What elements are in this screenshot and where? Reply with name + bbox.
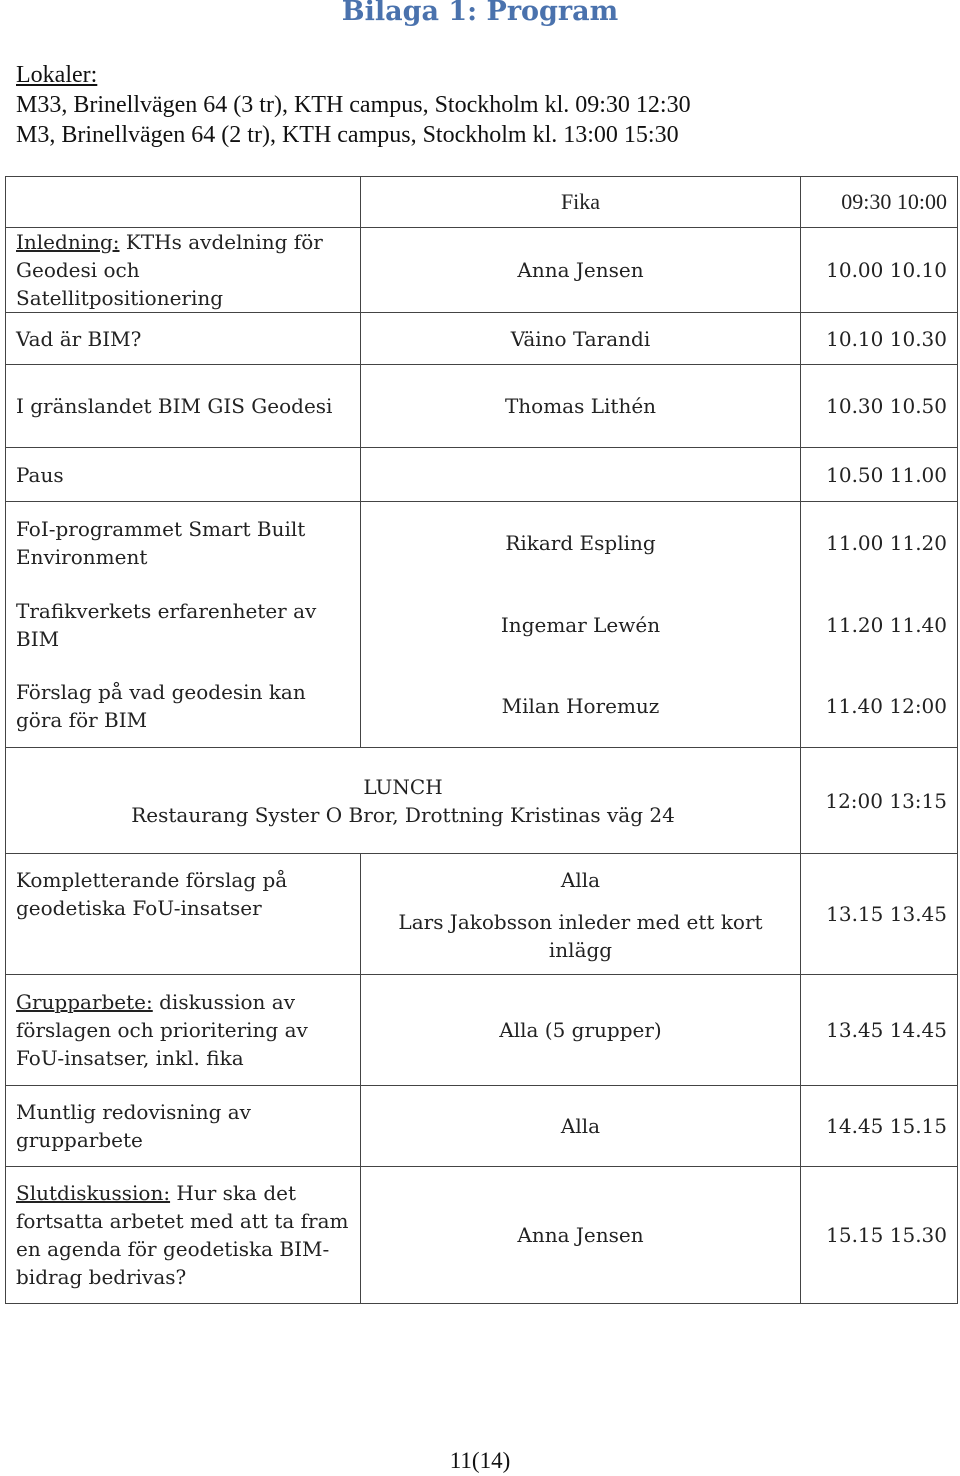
time-cell: 13.45 14.45 [801, 975, 958, 1086]
program-row [6, 584, 958, 666]
speaker-cell: Thomas Lithén [361, 365, 801, 448]
time-cell: 12:00 13:15 [801, 748, 958, 854]
speaker-cell: Väino Tarandi [361, 313, 801, 365]
topic-cell: Paus [6, 448, 361, 502]
page-title: Bilaga 1: Program [341, 0, 619, 27]
speaker-cell: Rikard Espling [361, 502, 801, 584]
program-row-fika [6, 177, 958, 228]
program-row [6, 1167, 958, 1304]
speaker-name: Alla [560, 868, 601, 892]
time-cell: 11.00 11.20 [801, 502, 958, 584]
lunch-cell [6, 748, 801, 854]
program-row [6, 975, 958, 1086]
topic-cell [6, 975, 361, 1086]
program-row [6, 502, 958, 584]
program-row [6, 448, 958, 502]
fika-label: Fika [361, 177, 801, 228]
topic-text: KTHs avdelning för Geodesi och Satellitpositionering [16, 230, 323, 310]
speaker-cell: Milan Horemuz [361, 666, 801, 748]
topic-text: diskussion av förslagen och prioritering av FoU-insatser, inkl. fika [16, 990, 308, 1070]
program-row [6, 666, 958, 748]
speaker-cell: Anna Jensen [361, 228, 801, 313]
topic-cell: Vad är BIM? [6, 313, 361, 365]
locations-heading: Lokaler: [16, 62, 98, 88]
fika-time: 09:30 10:00 [801, 177, 958, 228]
topic-cell: I gränslandet BIM GIS Geodesi [6, 365, 361, 448]
time-cell: 10.10 10.30 [801, 313, 958, 365]
topic-cell: Trafikverkets erfarenheter av BIM [6, 584, 361, 666]
speaker-cell: Alla (5 grupper) [361, 975, 801, 1086]
time-cell: 10.00 10.10 [801, 228, 958, 313]
location-line: M3, Brinellvägen 64 (2 tr), KTH campus, Stockholm kl. 13:00 15:30 [16, 122, 679, 148]
topic-cell: Kompletterande förslag på geodetiska FoU-insatser [6, 854, 361, 975]
topic-prefix: Grupparbete: [16, 990, 153, 1014]
speaker-cell: Anna Jensen [361, 1167, 801, 1304]
topic-prefix: Slutdiskussion: [16, 1181, 171, 1205]
topic-text: Hur ska det fortsatta arbetet med att ta fram en agenda för geodetiska BIM-bidrag bedrivas? [16, 1181, 349, 1289]
time-cell: 10.50 11.00 [801, 448, 958, 502]
topic-cell: Muntlig redovisning av grupparbete [6, 1086, 361, 1167]
topic-prefix: Inledning: [16, 230, 120, 254]
lunch-label: LUNCH [363, 774, 443, 799]
time-cell: 13.15 13.45 [801, 854, 958, 975]
locations-section [16, 60, 691, 150]
program-row [6, 854, 958, 975]
program-table [5, 176, 958, 1304]
time-cell: 10.30 10.50 [801, 365, 958, 448]
speaker-cell [361, 854, 801, 975]
topic-cell [6, 228, 361, 313]
location-line: M33, Brinellvägen 64 (3 tr), KTH campus, Stockholm kl. 09:30 12:30 [16, 92, 691, 118]
topic-cell: Förslag på vad geodesin kan göra för BIM [6, 666, 361, 748]
program-row [6, 365, 958, 448]
speaker-cell: Alla [361, 1086, 801, 1167]
topic-cell [6, 1167, 361, 1304]
time-cell: 11.20 11.40 [801, 584, 958, 666]
program-row-lunch [6, 748, 958, 854]
speaker-cell: Ingemar Lewén [361, 584, 801, 666]
program-row [6, 1086, 958, 1167]
page-number: 11(14) [449, 1448, 511, 1473]
time-cell: 14.45 15.15 [801, 1086, 958, 1167]
program-row [6, 313, 958, 365]
time-cell: 15.15 15.30 [801, 1167, 958, 1304]
time-cell: 11.40 12:00 [801, 666, 958, 748]
lunch-place: Restaurang Syster O Bror, Drottning Kristinas väg 24 [131, 802, 675, 827]
topic-cell: FoI-programmet Smart Built Environment [6, 502, 361, 584]
program-row [6, 228, 958, 313]
speaker-note: Lars Jakobsson inleder med ett kort inlägg [398, 910, 763, 962]
